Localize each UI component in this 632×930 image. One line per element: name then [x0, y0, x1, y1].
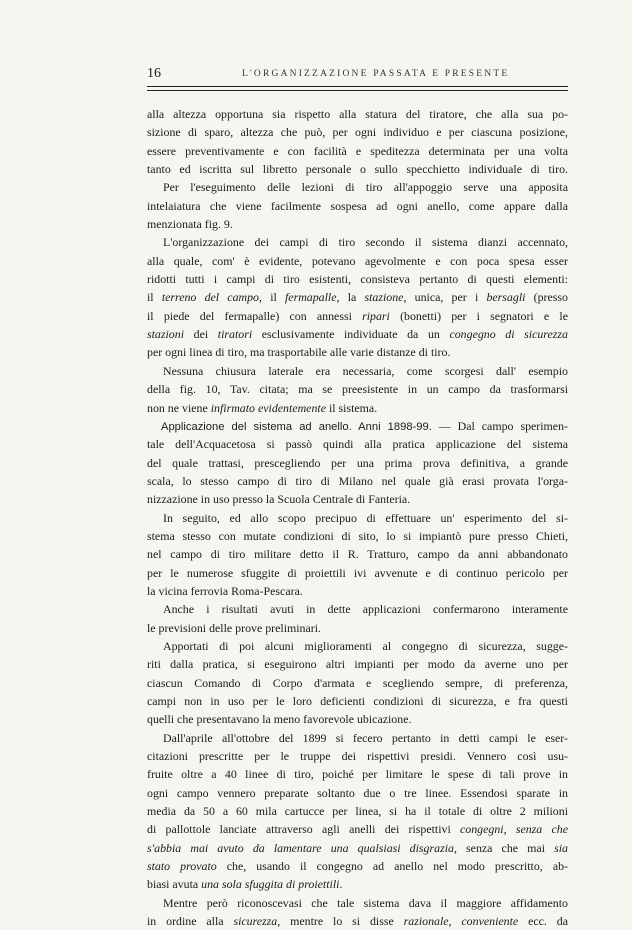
text-line: sizione di sparo, altezza che può, per ogni individuo e per ciascuna posizione, [147, 125, 568, 140]
italic-term: stazioni [147, 327, 185, 342]
text-line: media da 50 a 60 mila cartucce per linea, si ha il totale di oltre 2 milioni [147, 804, 568, 819]
text-line: essere preventivamente e con facilità e speditezza determinata per una volta [147, 143, 568, 158]
italic-term: sia [554, 840, 568, 855]
italic-term: congegni, senza che [460, 822, 568, 837]
text-line: biasi avuta una sola sfuggita di proiettili. [147, 877, 343, 892]
text-line: intelaiatura che viene facilmente sospesa ad ogni anello, come appare dalla [147, 198, 568, 213]
text-line: L'organizzazione dei campi di tiro secondo il sistema dianzi accennato, [163, 235, 568, 250]
text-line: tale dell'Acquacetosa si passò quindi alla pratica applicazione del sistema [147, 437, 568, 452]
page-header [147, 66, 568, 84]
text-line: tanto ed iscritta sul libretto personale o sullo specchietto individuale di tiro. [147, 162, 568, 177]
text-line: per le numerose sfuggite di proiettili ivi avvenute e di continuo pericolo per [147, 565, 568, 580]
text-line: la vicina ferrovia Roma-Pescara. [147, 583, 303, 598]
text-line: nizzazione in uso presso la Scuola Centrale di Fanteria. [147, 492, 411, 507]
italic-term: bersagli [486, 290, 526, 305]
text-line: riti dalla pratica, si eseguirono altri impianti per modo da averne uno per [147, 657, 568, 672]
section-heading: Applicazione del sistema ad anello. Anni 1898-99. [161, 420, 432, 433]
text-line: Per l'eseguimento delle lezioni di tiro all'appoggio serve una apposita [163, 180, 568, 195]
text-line: campi non in uso per le loro deficienti condizioni di sicurezza, e fra questi [147, 694, 568, 708]
text-line: di pallottole lanciate attraverso agli anelli dei rispettivi congegni, senza che [147, 822, 568, 837]
text-line: stazioni dei tiratori esclusivamente individuate da un congegno di sicurezza [147, 327, 568, 342]
text-line: citazioni prescritte per le truppe dei rispettivi presidi. Vennero così usu- [147, 749, 568, 764]
italic-term: tiratori [217, 327, 253, 342]
text-line: quelli che presentavano la meno favorevole ubicazione. [147, 712, 412, 727]
text-line: in ordine alla sicurezza, mentre lo si disse razionale, conveniente ecc. da [147, 914, 568, 929]
text-line: scala, lo stesso campo di tiro di Milano nel quale già erasi provata l'orga- [147, 473, 568, 488]
text-line: fruite oltre a 40 linee di tiro, poiché per limitare le spese di tali prove in [147, 767, 568, 782]
italic-term: terreno del campo [161, 290, 260, 305]
text-line: ridotti tutti i campi di tiro esistenti, consisteva pertanto di questi elementi: [147, 272, 568, 287]
text-line: della fig. 10, Tav. citata; ma se preesistente in un campo da trasformarsi [147, 382, 568, 397]
text-line: il terreno del campo, il fermapalle, la stazione, unica, per i bersagli (presso [147, 290, 568, 305]
text-line: stema stesso con mutate condizioni di sito, lo si impiantò pure presso Chieti, [147, 528, 568, 543]
header-rule-thick [147, 86, 568, 87]
italic-term: stato provato [147, 859, 217, 874]
text-line: del quale trattasi, prescegliendo per una prima prova definitiva, a grande [147, 455, 568, 470]
text-line: Dall'aprile all'ottobre del 1899 si fecero pertanto in detti campi le eser- [163, 730, 568, 745]
body-text [147, 105, 568, 930]
text-line: Applicazione del sistema ad anello. Anni 1898-99. — Dal campo sperimen- [161, 418, 568, 433]
text-line: stato provato che, usando il congegno ad anello nel modo prescritto, ab- [147, 859, 568, 874]
running-title: L'ORGANIZZAZIONE PASSATA E PRESENTE [242, 69, 510, 79]
italic-term: razionale [403, 914, 449, 929]
text-line: non ne viene infirmato evidentemente il sistema. [147, 400, 378, 415]
italic-term: stazione [364, 290, 404, 305]
page-number: 16 [147, 66, 161, 81]
italic-term: ripari [362, 308, 390, 323]
text-line: per ogni linea di tiro, ma trasportabile alle varie distanze di tiro. [147, 345, 451, 360]
text-line: ciascun Comando di Corpo d'armata e scegliendo sempre, di preferenza, [147, 675, 568, 690]
text-line: le previsioni delle prove preliminari. [147, 620, 322, 635]
header-rule-thin [147, 90, 568, 91]
text-line: Apportati di poi alcuni miglioramenti al congegno di sicurezza, sugge- [163, 638, 568, 653]
text-line: Mentre però riconoscevasi che tale sistema dava il maggiore affidamento [163, 895, 568, 910]
italic-term: infirmato evidentemente [210, 400, 326, 415]
italic-term: congegno di sicurezza [449, 327, 568, 342]
italic-term: fermapalle [285, 290, 337, 305]
text-line: ogni campo vennero preparate soltanto due o tre linee. Essendosi sparate in [147, 785, 568, 800]
text-line: In seguito, ed allo scopo precipuo di effettuare un' esperimento del si- [163, 510, 568, 525]
italic-term: sicurezza [233, 914, 278, 929]
text-line: menzionata fig. 9. [147, 217, 233, 232]
italic-term: una sola sfuggita di proiettili [201, 877, 340, 892]
italic-term: conveniente [461, 914, 519, 929]
italic-term: s'abbia mai avuto da lamentare una qualsiasi disgrazia [147, 840, 454, 855]
text-line: s'abbia mai avuto da lamentare una qualsiasi disgrazia, senza che mai sia [147, 840, 568, 855]
text-line: il piede del fermapalle) con annessi ripari (bonetti) per i segnatori e le [147, 308, 568, 323]
text-line: Nessuna chiusura laterale era necessaria, come scorgesi dall' esempio [163, 363, 568, 378]
text-line: alla quale, com' è evidente, potevano agevolmente e con poca spesa esser [147, 253, 568, 268]
text-line: Anche i risultati avuti in dette applicazioni confermarono interamente [163, 602, 568, 617]
text-line: nel campo di tiro militare detto il R. Tratturo, campo da anni abbandonato [147, 547, 568, 562]
text-line: alla altezza opportuna sia rispetto alla statura del tiratore, che alla sua po- [147, 107, 568, 121]
